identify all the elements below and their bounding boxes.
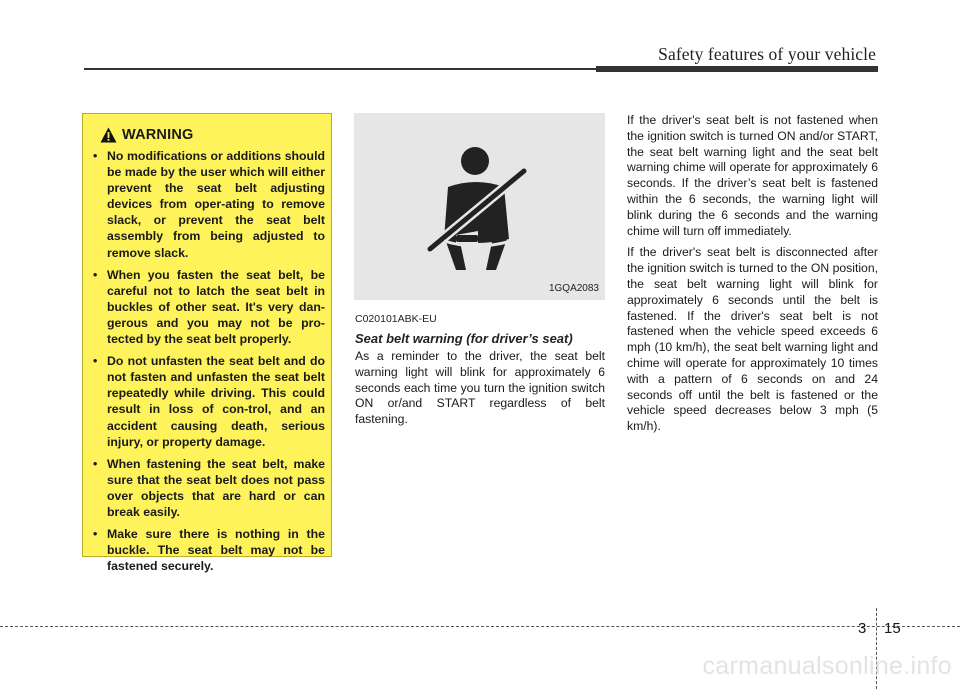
page-header-title: Safety features of your vehicle	[658, 44, 876, 64]
page-number: 15	[884, 620, 901, 637]
section-body: As a reminder to the driver, the seat belt warning light will blink for approximately 6 seconds each time you turn the ignition switch ON or/and START regardless of belt fastening.	[355, 349, 605, 427]
warning-box	[82, 113, 332, 574]
warning-title: WARNING	[122, 127, 194, 143]
right-paragraph: If the driver's seat belt is not fastened when the ignition switch is turned ON and/or START, the seat belt warning light and the seat belt warning chime will operate for approximately 6 seconds. If the driver’s seat belt is fastened within the 6 seconds, the warning light will blink during the 6 seconds and the warning chime will turn off immediately.	[627, 113, 878, 238]
watermark: carmanualsonline.info	[702, 652, 952, 680]
warning-item: • When fastening the seat belt, make sure that the seat belt does not pass over objects that are hard or can break easily.	[91, 456, 325, 520]
figure-code: 1GQA2083	[548, 283, 599, 294]
chapter-number: 3	[858, 620, 867, 637]
seat-belt-warning-icon	[416, 143, 536, 273]
header-rule-accent	[596, 66, 878, 72]
right-column	[627, 113, 878, 441]
section-heading: Seat belt warning (for driver’s seat)	[355, 331, 573, 346]
warning-list	[91, 148, 325, 580]
warning-item: • When you fasten the seat belt, be careful not to latch the seat belt in buckles of other seat. It's very dan-gerous and you may not be pro-tected by the seat belt properly.	[91, 267, 325, 347]
warning-item: • Make sure there is nothing in the buckle. The seat belt may not be fastened securely.	[91, 526, 325, 574]
section-code: C020101ABK-EU	[355, 313, 437, 325]
warning-triangle-icon	[100, 127, 117, 143]
warning-item: • Do not unfasten the seat belt and do not fasten and unfasten the seat belt repeatedly while driving. This could result in loss of con-trol, and an accident causing death, serious injury, or property damage.	[91, 353, 325, 450]
right-paragraph: If the driver's seat belt is disconnected after the ignition switch is turned to the ON position, the seat belt warning light will blink for approximately 6 seconds until the belt is fastened. If the driver's seat belt is not fastened when the vehicle speed exceeds 6 mph (10 km/h), the seat belt warning light and chime will operate for approximately 10 times with a pattern of 6 seconds on and 24 seconds off until the belt is fastened or the vehicle speed decreases below 3 mph (5 km/h).	[627, 245, 878, 434]
seat-belt-figure	[354, 113, 605, 300]
footer-rule	[0, 626, 960, 627]
warning-item: • No modifications or additions should be made by the user which will either prevent the seat belt adjusting devices from oper-ating to remove slack, or prevent the seat belt assembly from being adjusted to remove slack.	[91, 148, 325, 261]
warning-heading	[100, 124, 193, 146]
